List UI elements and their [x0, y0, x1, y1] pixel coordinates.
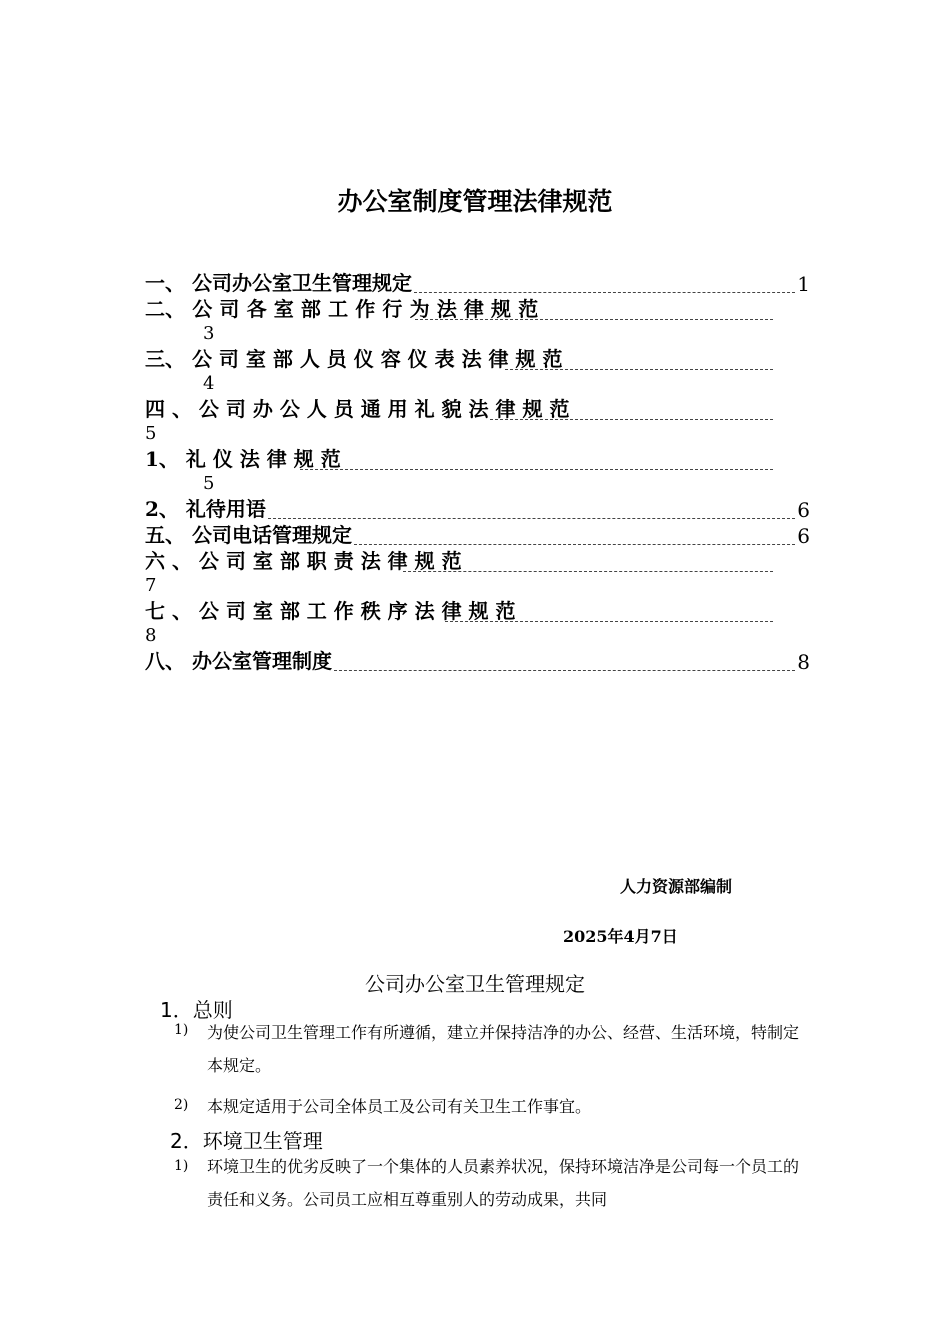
toc-entry-text: 七 、 公 司 室 部 工 作 秩 序 法 律 规 范 [145, 599, 516, 623]
toc-leader [415, 319, 773, 320]
toc-page-number: 4 [203, 373, 215, 394]
table-of-contents [145, 270, 810, 674]
toc-page-number: 5 [145, 423, 157, 444]
toc-page-number: 6 [797, 498, 810, 522]
section-heading: 1．总则 [160, 998, 233, 1022]
paragraph: 为使公司卫生管理工作有所遵循，建立并保持洁净的办公、经营、生活环境，特制定本规定。 [207, 1023, 800, 1075]
toc-page-number: 8 [145, 625, 157, 646]
paragraph: 环境卫生的优劣反映了一个集体的人员素养状况，保持环境洁净是公司每一个员工的责任和义务。公司员工应相互尊重别人的劳动成果，共同 [207, 1157, 800, 1209]
toc-entry-text: 一、 公司办公室卫生管理规定 [145, 271, 412, 295]
toc-entry[interactable] [145, 396, 810, 446]
section-title: 公司办公室卫生管理规定 [365, 972, 585, 996]
toc-leader [505, 369, 773, 370]
toc-entry-text: 2、 礼待用语 [145, 497, 266, 521]
paragraph: 本规定适用于公司全体员工及公司有关卫生工作事宜。 [207, 1097, 592, 1116]
toc-entry-text: 五、 公司电话管理规定 [145, 523, 352, 547]
toc-page-number: 8 [797, 650, 810, 674]
toc-entry-text: 四 、 公 司 办 公 人 员 通 用 礼 貌 法 律 规 范 [145, 397, 570, 421]
toc-leader [300, 469, 773, 470]
toc-page-number: 7 [145, 575, 157, 596]
toc-leader [403, 571, 773, 572]
section-heading: 2．环境卫生管理 [170, 1129, 323, 1153]
toc-entry-text: 三、 公 司 室 部 人 员 仪 容 仪 表 法 律 规 范 [145, 347, 563, 371]
toc-page-number: 1 [797, 272, 810, 296]
toc-entry-text: 六 、 公 司 室 部 职 责 法 律 规 范 [145, 549, 462, 573]
item-number: 1) [174, 1022, 189, 1038]
author-signature: 人力资源部编制 [620, 877, 733, 896]
toc-entry[interactable] [145, 446, 810, 496]
item-number: 1) [174, 1158, 189, 1174]
document-title: 办公室制度管理法律规范 [337, 187, 613, 216]
toc-entry-text: 二、 公 司 各 室 部 工 作 行 为 法 律 规 范 [145, 297, 539, 321]
toc-page-number: 5 [203, 473, 215, 494]
toc-leader [445, 621, 773, 622]
toc-page-number: 6 [797, 524, 810, 548]
toc-leader [490, 419, 773, 420]
toc-entry[interactable] [145, 648, 810, 674]
toc-entry[interactable] [145, 548, 810, 598]
toc-entry[interactable] [145, 346, 810, 396]
toc-entry-text: 八、 办公室管理制度 [145, 649, 332, 673]
toc-entry-text: 1、 礼 仪 法 律 规 范 [145, 447, 341, 471]
toc-entry[interactable] [145, 598, 810, 648]
item-number: 2) [174, 1097, 189, 1113]
toc-page-number: 3 [203, 323, 215, 344]
toc-entry[interactable] [145, 296, 810, 346]
document-date: 2025年4月7日 [563, 927, 678, 946]
toc-leader [334, 670, 795, 671]
